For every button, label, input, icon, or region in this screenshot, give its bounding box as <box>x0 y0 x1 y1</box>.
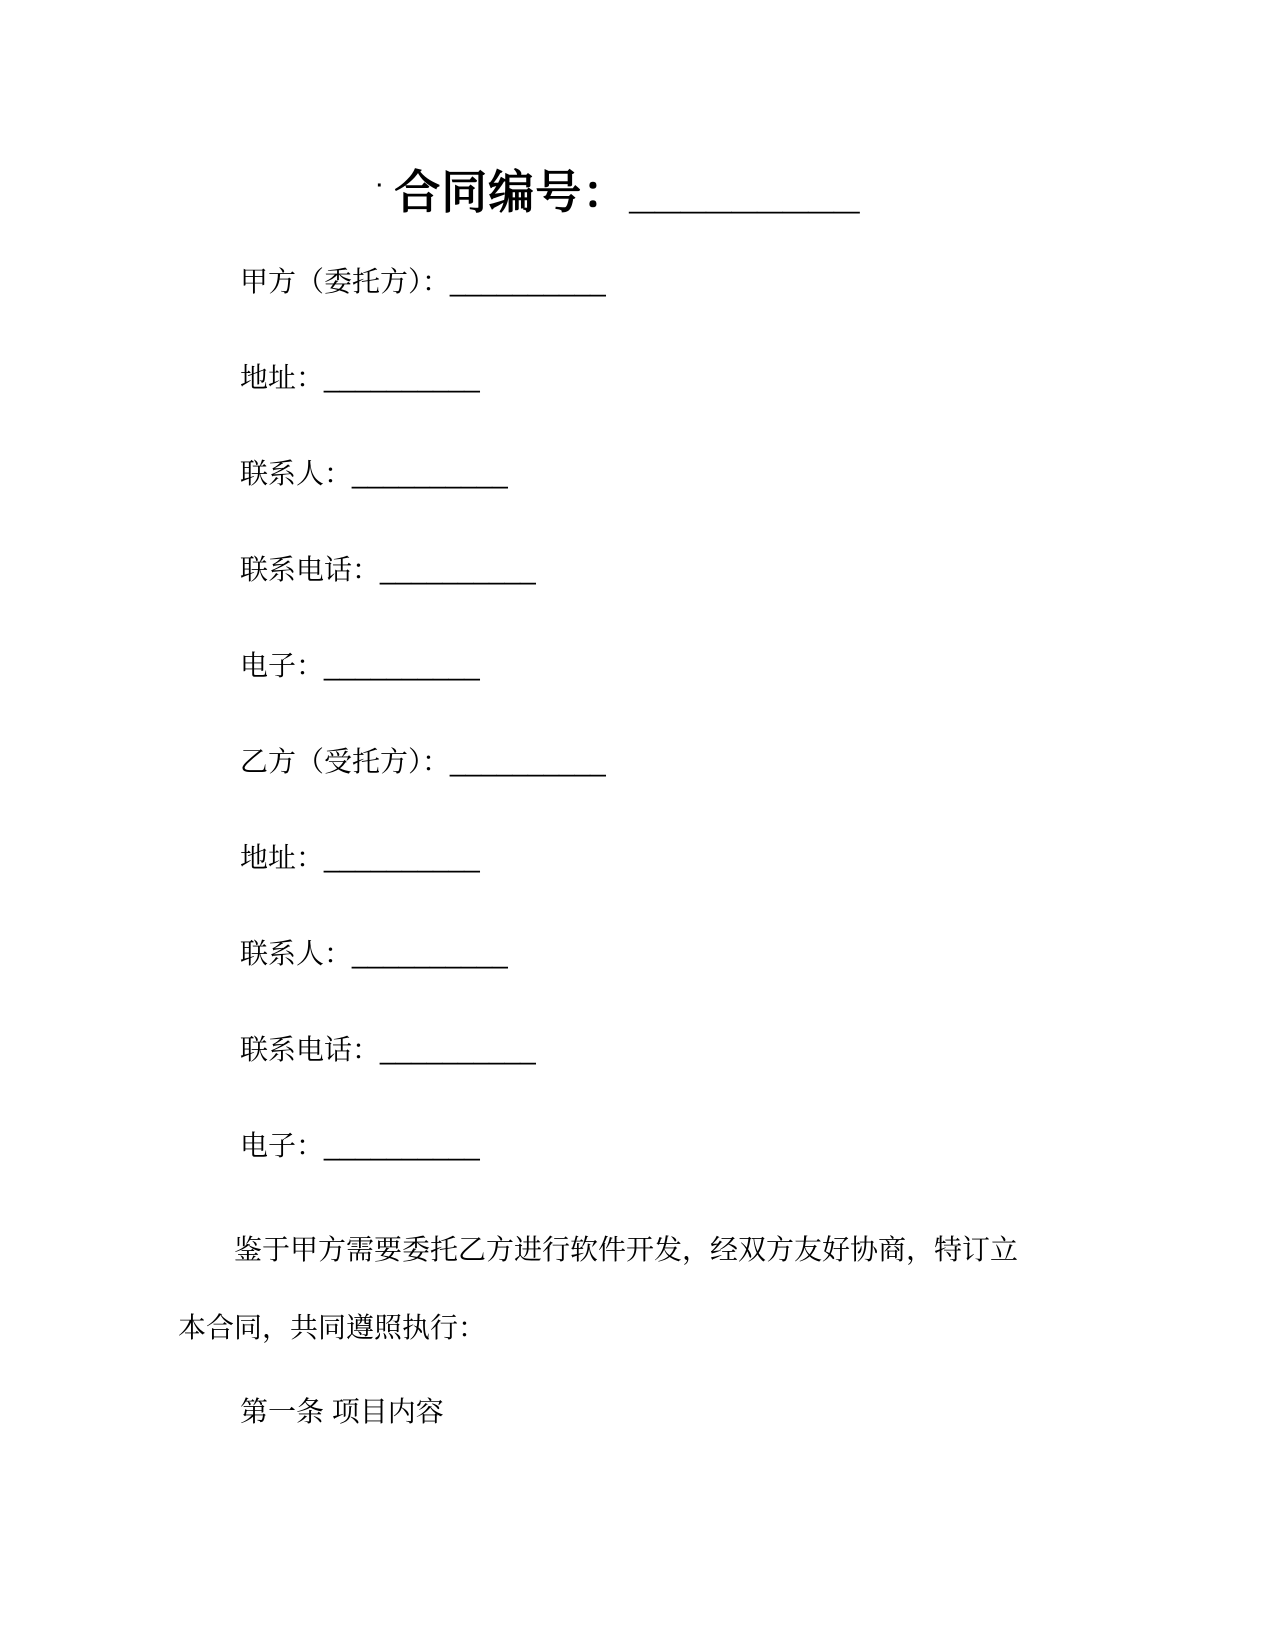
preamble-paragraph: 鉴于甲方需要委托乙方进行软件开发，经双方友好协商，特订立本合同，共同遵照执行： <box>178 1234 1019 1343</box>
field-blank: __________ <box>324 842 480 873</box>
field-party-a-contact <box>240 458 1058 554</box>
contact-fields <box>178 266 1058 1226</box>
field-party-b-address <box>240 842 1058 938</box>
field-label: 联系人： <box>240 458 353 489</box>
field-blank: __________ <box>352 458 508 489</box>
title-bullet: · <box>376 175 385 197</box>
field-label: 联系人： <box>240 938 353 969</box>
field-party-a-phone <box>240 554 1058 650</box>
field-blank: __________ <box>380 554 536 585</box>
field-party-b-contact <box>240 938 1058 1034</box>
field-blank: __________ <box>324 362 480 393</box>
field-label: 地址： <box>240 842 325 873</box>
field-blank: __________ <box>352 938 508 969</box>
field-party-b <box>240 746 1058 842</box>
field-label: 电子： <box>240 1130 325 1161</box>
contract-number-blank: _________ <box>629 166 860 218</box>
field-label: 联系电话： <box>240 554 381 585</box>
field-blank: __________ <box>324 1130 480 1161</box>
field-label: 联系电话： <box>240 1034 381 1065</box>
field-label: 甲方（委托方）： <box>240 266 451 297</box>
field-label: 乙方（受托方）： <box>240 746 451 777</box>
field-party-a <box>240 266 1058 362</box>
field-blank: __________ <box>380 1034 536 1065</box>
field-blank: __________ <box>450 746 606 777</box>
contract-number-label: 合同编号： <box>394 166 630 218</box>
field-party-a-address <box>240 362 1058 458</box>
field-label: 电子： <box>240 650 325 681</box>
article-1-heading: 第一条 项目内容 <box>240 1396 444 1427</box>
field-label: 地址： <box>240 362 325 393</box>
field-party-a-email <box>240 650 1058 746</box>
contract-number-title <box>178 158 1058 220</box>
field-blank: __________ <box>324 650 480 681</box>
field-blank: __________ <box>450 266 606 297</box>
field-party-b-phone <box>240 1034 1058 1130</box>
